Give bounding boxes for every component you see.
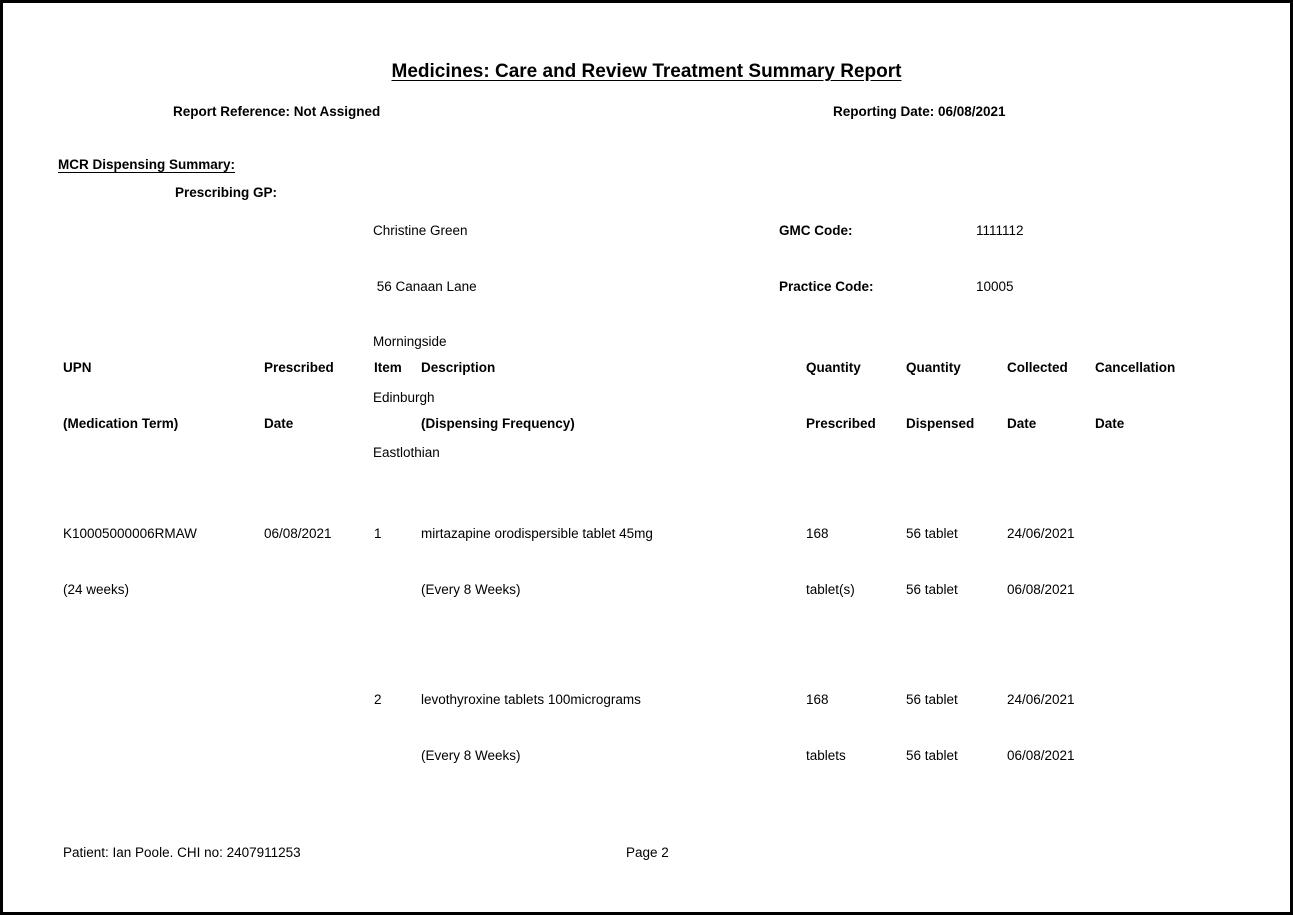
gp-address-line-4: Eastlothian <box>373 445 440 460</box>
code-labels <box>779 185 874 333</box>
col-header-upn: UPN (Medication Term) <box>63 360 179 431</box>
col-header-quantity-prescribed: Quantity Prescribed <box>806 360 876 431</box>
cell-item: 2 <box>374 692 382 707</box>
cell-quantity-dispensed: 56 tablet 56 tablet <box>906 526 958 597</box>
col-header-description: Description (Dispensing Frequency) <box>421 360 575 431</box>
gp-address-line-2: Morningside <box>373 334 447 349</box>
col-header-item: Item <box>374 360 402 375</box>
cell-description: mirtazapine orodispersible tablet 45mg (Every 8 Weeks) <box>421 526 653 597</box>
page-title: Medicines: Care and Review Treatment Summary Report <box>391 61 902 82</box>
col-header-collected-date: Collected Date <box>1007 360 1068 431</box>
cell-upn: K10005000006RMAW (24 weeks) <box>63 526 197 597</box>
practice-code-label: Practice Code: <box>779 278 874 294</box>
dispensing-table <box>63 322 1255 820</box>
table-row <box>63 488 1255 636</box>
col-header-cancellation-date: Cancellation Date <box>1095 360 1176 431</box>
table-row <box>63 654 1255 802</box>
gmc-code-label: GMC Code: <box>779 223 853 238</box>
report-reference: Report Reference: Not Assigned <box>173 104 381 119</box>
cell-prescribed-date: 06/08/2021 <box>264 526 332 541</box>
cell-cancellation-date <box>1095 654 1255 802</box>
table-header-row <box>63 322 1255 470</box>
cell-quantity-dispensed: 56 tablet 56 tablet <box>906 692 958 763</box>
col-header-prescribed-date: Prescribed Date <box>264 360 334 431</box>
gmc-code-value: 1111112 <box>976 223 1024 238</box>
cell-quantity-prescribed: 168 tablets <box>806 692 846 763</box>
prescribing-gp-label: Prescribing GP: <box>175 185 278 200</box>
cell-item: 1 <box>374 526 382 541</box>
footer-patient-info: Patient: Ian Poole. CHI no: 2407911253 <box>63 845 301 860</box>
cell-collected-date: 24/06/2021 06/08/2021 <box>1007 526 1075 597</box>
cell-description: levothyroxine tablets 100micrograms (Every 8 Weeks) <box>421 692 641 763</box>
section-heading-mcr-dispensing-summary: MCR Dispensing Summary: <box>58 157 236 172</box>
cell-collected-date: 24/06/2021 06/08/2021 <box>1007 692 1075 763</box>
cell-cancellation-date <box>1095 488 1255 636</box>
cell-quantity-prescribed: 168 tablet(s) <box>806 526 855 597</box>
footer-page-number: Page 2 <box>626 845 669 860</box>
gp-name: Christine Green <box>373 223 468 238</box>
gp-address-line-3: Edinburgh <box>373 389 435 405</box>
code-values <box>976 185 1024 333</box>
cell-prescribed-date <box>264 654 374 802</box>
reporting-date: Reporting Date: 06/08/2021 <box>833 104 1006 119</box>
cell-upn <box>63 654 264 802</box>
gp-address-line-1: 56 Canaan Lane <box>373 278 477 294</box>
col-header-quantity-dispensed: Quantity Dispensed <box>906 360 975 431</box>
practice-code-value: 10005 <box>976 278 1014 294</box>
